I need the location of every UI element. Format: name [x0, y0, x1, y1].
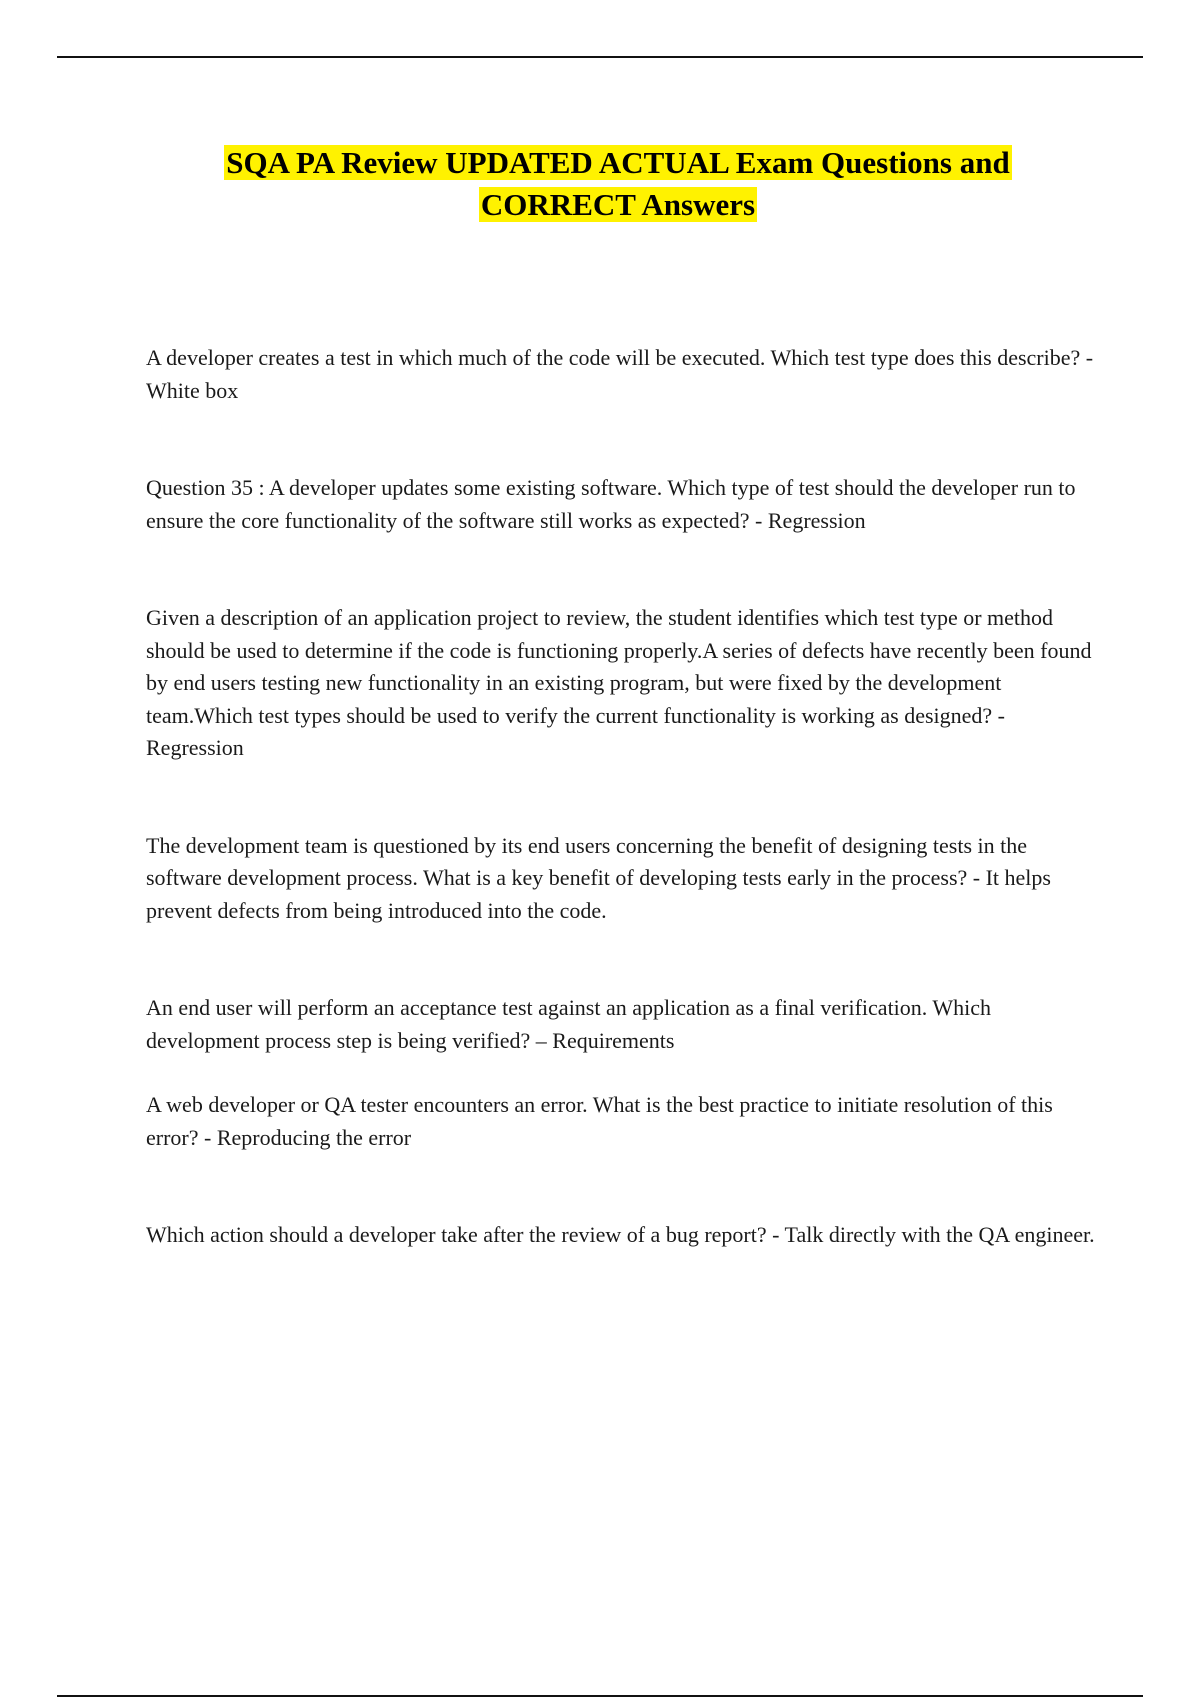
bottom-rule [57, 1695, 1143, 1697]
page-title-line-1: SQA PA Review UPDATED ACTUAL Exam Questions and [226, 145, 1010, 180]
qa-item-1: A developer creates a test in which much of the code will be executed. Which test type does this describe? - White box [146, 345, 1094, 403]
qa-item-3: Given a description of an application project to review, the student identifies which test type or method should be used to determine if the code is functioning properly.A series of defects have recently been found by end users testing new functionality in an existing program, but were fixed by the development team.Which test types should be used to verify the current functionality is working as designed? - Regression [146, 605, 1092, 760]
page-title [150, 142, 1086, 226]
qa-item-7: Which action should a developer take after the review of a bug report? - Talk directly with the QA engineer. [146, 1222, 1095, 1247]
qa-item-2: Question 35 : A developer updates some existing software. Which type of test should the developer run to ensure the core functionality of the software still works as expected? - Regression [146, 475, 1076, 533]
qa-item-4: The development team is questioned by its end users concerning the benefit of designing tests in the software development process. What is a key benefit of developing tests early in the process? - It helps prevent defects from being introduced into the code. [146, 832, 1051, 923]
top-rule [57, 56, 1143, 58]
qa-item-5: An end user will perform an acceptance test against an application as a final verification. Which development process step is being verified? – Requirements [146, 995, 992, 1053]
qa-list [146, 342, 1096, 1252]
page-title-line-2: CORRECT Answers [480, 187, 756, 222]
qa-item-6: A web developer or QA tester encounters an error. What is the best practice to initiate resolution of this error? - Reproducing the error [146, 1092, 1053, 1150]
